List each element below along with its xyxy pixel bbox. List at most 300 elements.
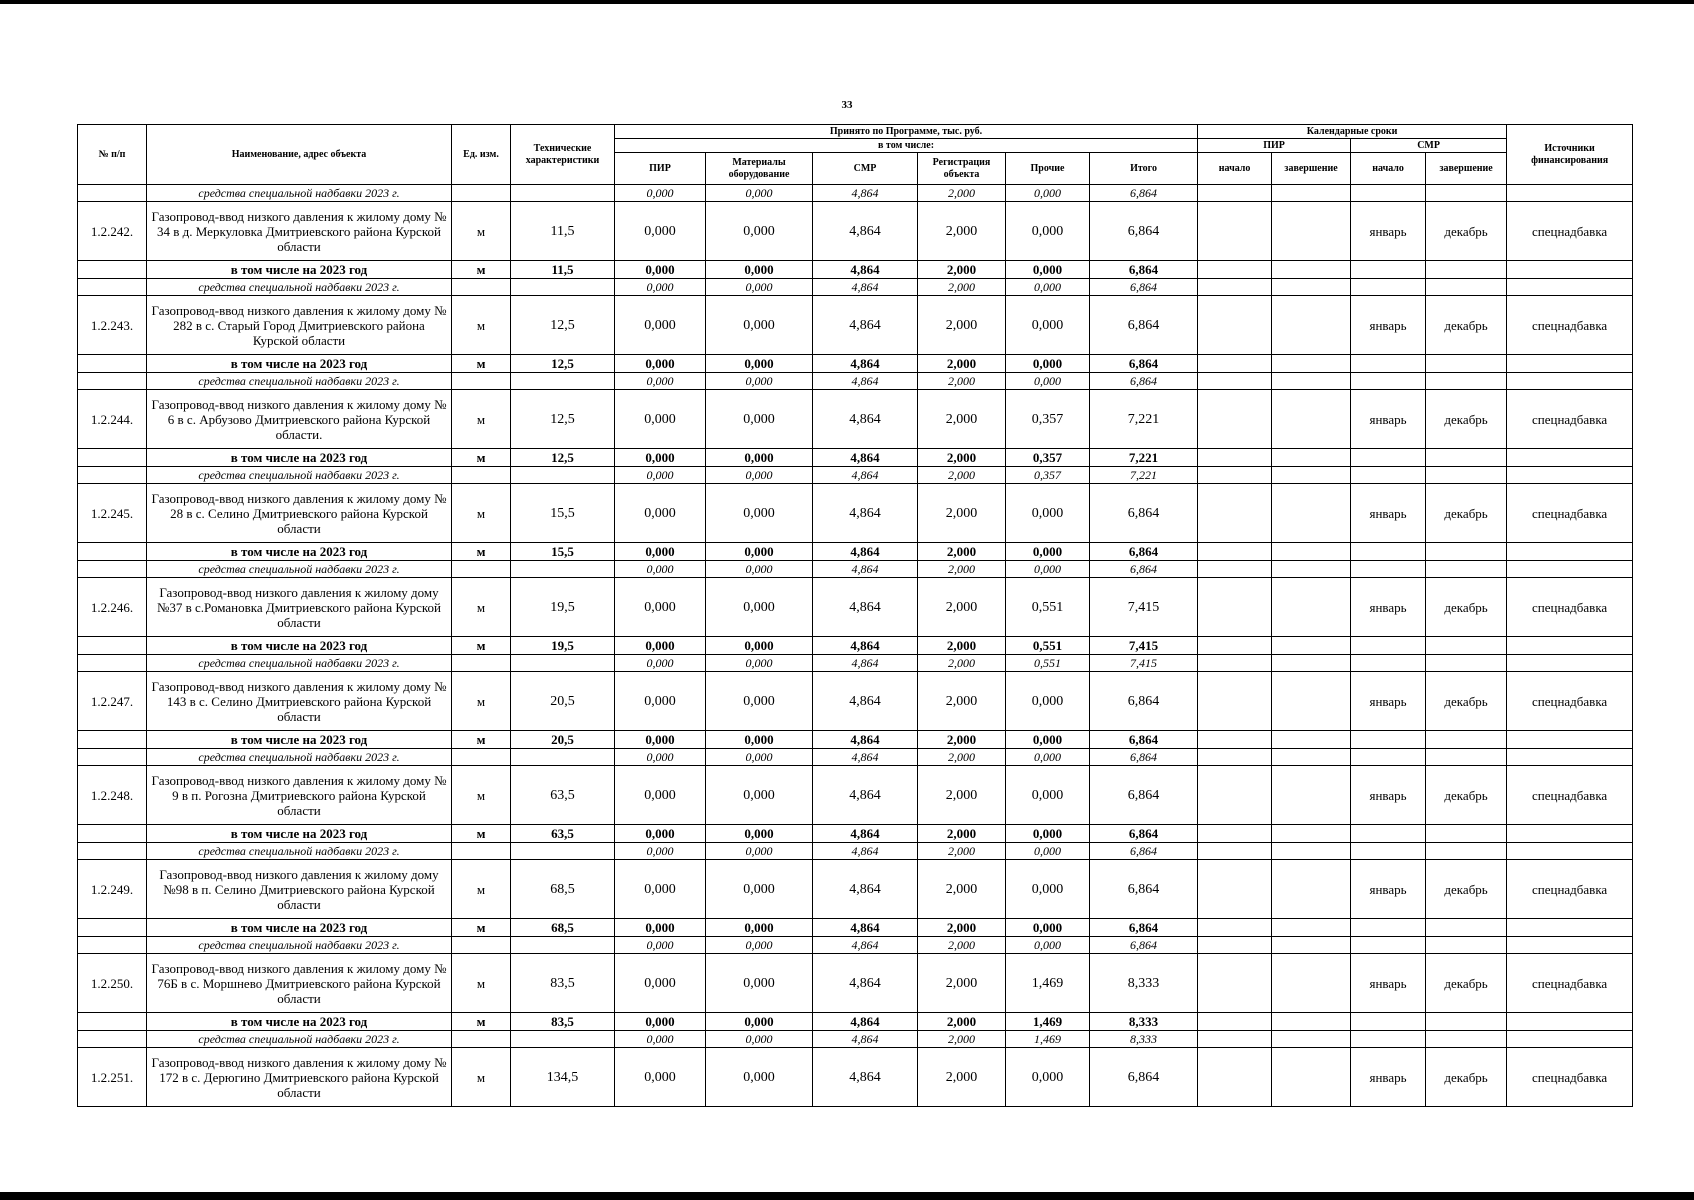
empty-cell: [1351, 355, 1426, 373]
scan-border-top: [0, 0, 1694, 4]
funding-source: спецнадбавка: [1507, 1048, 1633, 1107]
value-total: 7,415: [1090, 578, 1198, 637]
fund-row: [78, 185, 1633, 202]
fund-total: 7,415: [1090, 655, 1198, 672]
smr-start: январь: [1351, 672, 1426, 731]
fund-row: [78, 749, 1633, 766]
object-name: Газопровод-ввод низкого давления к жилому дому № 9 в п. Рогозна Дмитриевского района Курской области: [147, 766, 452, 825]
value-pir: 0,000: [615, 484, 706, 543]
subtotal-reg: 2,000: [918, 637, 1006, 655]
subtotal-pir: 0,000: [615, 449, 706, 467]
empty-cell: [511, 843, 615, 860]
tech-cell: 19,5: [511, 637, 615, 655]
empty-cell: [1507, 185, 1633, 202]
subtotal-mat: 0,000: [706, 261, 813, 279]
fund-label: средства специальной надбавки 2023 г.: [147, 843, 452, 860]
empty-cell: [1426, 373, 1507, 390]
empty-cell: [511, 655, 615, 672]
smr-start: январь: [1351, 484, 1426, 543]
unit-cell: м: [452, 954, 511, 1013]
empty-cell: [1507, 749, 1633, 766]
empty-cell: [1198, 202, 1272, 261]
fund-other: 0,000: [1006, 561, 1090, 578]
funding-source: спецнадбавка: [1507, 766, 1633, 825]
empty-cell: [78, 449, 147, 467]
header-cal-pir: ПИР: [1198, 139, 1351, 153]
subtotal-mat: 0,000: [706, 731, 813, 749]
empty-cell: [78, 843, 147, 860]
empty-cell: [1426, 467, 1507, 484]
subtotal-reg: 2,000: [918, 731, 1006, 749]
row-num: 1.2.250.: [78, 954, 147, 1013]
empty-cell: [452, 843, 511, 860]
subtotal-reg: 2,000: [918, 1013, 1006, 1031]
fund-total: 6,864: [1090, 561, 1198, 578]
fund-mat: 0,000: [706, 561, 813, 578]
fund-mat: 0,000: [706, 1031, 813, 1048]
empty-cell: [1426, 919, 1507, 937]
value-reg: 2,000: [918, 766, 1006, 825]
object-name: Газопровод-ввод низкого давления к жилому дому № 76Б в с. Моршнево Дмитриевского района Курской области: [147, 954, 452, 1013]
smr-start: январь: [1351, 390, 1426, 449]
empty-cell: [78, 1031, 147, 1048]
unit-cell: м: [452, 919, 511, 937]
empty-cell: [1426, 279, 1507, 296]
unit-cell: м: [452, 484, 511, 543]
smr-start: январь: [1351, 860, 1426, 919]
object-name: Газопровод-ввод низкого давления к жилому дому № 172 в с. Дерюгино Дмитриевского района Курской области: [147, 1048, 452, 1107]
fund-other: 1,469: [1006, 1031, 1090, 1048]
fund-mat: 0,000: [706, 843, 813, 860]
empty-cell: [1351, 561, 1426, 578]
empty-cell: [1198, 954, 1272, 1013]
subtotal-total: 6,864: [1090, 919, 1198, 937]
value-reg: 2,000: [918, 578, 1006, 637]
tech-cell: 68,5: [511, 860, 615, 919]
empty-cell: [452, 937, 511, 954]
empty-cell: [1507, 1031, 1633, 1048]
fund-reg: 2,000: [918, 937, 1006, 954]
empty-cell: [1272, 261, 1351, 279]
fund-mat: 0,000: [706, 467, 813, 484]
fund-smr: 4,864: [813, 843, 918, 860]
value-reg: 2,000: [918, 484, 1006, 543]
unit-cell: м: [452, 543, 511, 561]
empty-cell: [1272, 202, 1351, 261]
value-other: 0,551: [1006, 578, 1090, 637]
empty-cell: [78, 185, 147, 202]
empty-cell: [1272, 449, 1351, 467]
funding-source: спецнадбавка: [1507, 578, 1633, 637]
value-mat: 0,000: [706, 860, 813, 919]
year-subtotal-row: [78, 355, 1633, 373]
fund-reg: 2,000: [918, 749, 1006, 766]
empty-cell: [1272, 954, 1351, 1013]
subtotal-other: 0,000: [1006, 731, 1090, 749]
empty-cell: [452, 467, 511, 484]
empty-cell: [1351, 937, 1426, 954]
fund-reg: 2,000: [918, 843, 1006, 860]
fund-smr: 4,864: [813, 467, 918, 484]
fund-other: 0,357: [1006, 467, 1090, 484]
empty-cell: [511, 185, 615, 202]
empty-cell: [1272, 355, 1351, 373]
table-row: [78, 954, 1633, 1013]
empty-cell: [1272, 860, 1351, 919]
year-subtotal-row: [78, 825, 1633, 843]
unit-cell: м: [452, 672, 511, 731]
table-body: [78, 185, 1633, 1107]
empty-cell: [1198, 1013, 1272, 1031]
value-pir: 0,000: [615, 578, 706, 637]
fund-mat: 0,000: [706, 749, 813, 766]
fund-pir: 0,000: [615, 1031, 706, 1048]
subtotal-mat: 0,000: [706, 825, 813, 843]
empty-cell: [511, 561, 615, 578]
empty-cell: [1272, 937, 1351, 954]
value-other: 0,000: [1006, 860, 1090, 919]
value-smr: 4,864: [813, 578, 918, 637]
empty-cell: [1426, 637, 1507, 655]
fund-label: средства специальной надбавки 2023 г.: [147, 467, 452, 484]
fund-pir: 0,000: [615, 467, 706, 484]
subtotal-smr: 4,864: [813, 825, 918, 843]
empty-cell: [1272, 484, 1351, 543]
tech-cell: 134,5: [511, 1048, 615, 1107]
smr-end: декабрь: [1426, 1048, 1507, 1107]
tech-cell: 63,5: [511, 825, 615, 843]
empty-cell: [452, 655, 511, 672]
header-including: в том числе:: [615, 139, 1198, 153]
object-name: Газопровод-ввод низкого давления к жилому дому № 6 в с. Арбузово Дмитриевского района Курской области.: [147, 390, 452, 449]
fund-other: 0,000: [1006, 937, 1090, 954]
unit-cell: м: [452, 825, 511, 843]
funding-source: спецнадбавка: [1507, 296, 1633, 355]
subtotal-smr: 4,864: [813, 543, 918, 561]
value-pir: 0,000: [615, 296, 706, 355]
empty-cell: [1272, 296, 1351, 355]
subtotal-label: в том числе на 2023 год: [147, 919, 452, 937]
value-pir: 0,000: [615, 672, 706, 731]
fund-label: средства специальной надбавки 2023 г.: [147, 655, 452, 672]
empty-cell: [1507, 355, 1633, 373]
subtotal-label: в том числе на 2023 год: [147, 449, 452, 467]
fund-other: 0,000: [1006, 373, 1090, 390]
empty-cell: [1198, 449, 1272, 467]
object-name: Газопровод-ввод низкого давления к жилому дому №98 в п. Селино Дмитриевского района Курской области: [147, 860, 452, 919]
tech-cell: 12,5: [511, 296, 615, 355]
subtotal-pir: 0,000: [615, 543, 706, 561]
fund-other: 0,551: [1006, 655, 1090, 672]
empty-cell: [452, 279, 511, 296]
subtotal-smr: 4,864: [813, 731, 918, 749]
fund-total: 6,864: [1090, 749, 1198, 766]
table-row: [78, 390, 1633, 449]
fund-pir: 0,000: [615, 749, 706, 766]
empty-cell: [511, 749, 615, 766]
subtotal-mat: 0,000: [706, 543, 813, 561]
subtotal-label: в том числе на 2023 год: [147, 731, 452, 749]
tech-cell: 11,5: [511, 261, 615, 279]
subtotal-other: 0,000: [1006, 825, 1090, 843]
tech-cell: 12,5: [511, 355, 615, 373]
empty-cell: [1198, 637, 1272, 655]
subtotal-label: в том числе на 2023 год: [147, 825, 452, 843]
fund-smr: 4,864: [813, 185, 918, 202]
fund-total: 6,864: [1090, 373, 1198, 390]
empty-cell: [1507, 261, 1633, 279]
object-name: Газопровод-ввод низкого давления к жилому дому № 282 в с. Старый Город Дмитриевского района Курской области: [147, 296, 452, 355]
empty-cell: [1351, 655, 1426, 672]
empty-cell: [1507, 655, 1633, 672]
empty-cell: [78, 261, 147, 279]
row-num: 1.2.249.: [78, 860, 147, 919]
fund-row: [78, 373, 1633, 390]
row-num: 1.2.244.: [78, 390, 147, 449]
fund-label: средства специальной надбавки 2023 г.: [147, 279, 452, 296]
empty-cell: [1198, 1031, 1272, 1048]
program-table: [77, 124, 1633, 1107]
subtotal-mat: 0,000: [706, 449, 813, 467]
header-tech: Технические характеристики: [511, 125, 615, 185]
fund-mat: 0,000: [706, 373, 813, 390]
empty-cell: [1351, 825, 1426, 843]
empty-cell: [1198, 561, 1272, 578]
empty-cell: [511, 1031, 615, 1048]
fund-smr: 4,864: [813, 749, 918, 766]
header-other: Прочие: [1006, 153, 1090, 185]
subtotal-reg: 2,000: [918, 449, 1006, 467]
subtotal-pir: 0,000: [615, 731, 706, 749]
fund-other: 0,000: [1006, 749, 1090, 766]
empty-cell: [78, 543, 147, 561]
fund-row: [78, 279, 1633, 296]
year-subtotal-row: [78, 919, 1633, 937]
fund-mat: 0,000: [706, 655, 813, 672]
fund-registration: 2,000: [918, 185, 1006, 202]
row-num: 1.2.242.: [78, 202, 147, 261]
subtotal-reg: 2,000: [918, 543, 1006, 561]
smr-end: декабрь: [1426, 766, 1507, 825]
value-reg: 2,000: [918, 1048, 1006, 1107]
empty-cell: [1426, 561, 1507, 578]
year-subtotal-row: [78, 731, 1633, 749]
empty-cell: [78, 279, 147, 296]
subtotal-total: 6,864: [1090, 261, 1198, 279]
fund-pir: 0,000: [615, 655, 706, 672]
subtotal-other: 0,000: [1006, 919, 1090, 937]
subtotal-total: 7,415: [1090, 637, 1198, 655]
empty-cell: [452, 561, 511, 578]
value-other: 0,357: [1006, 390, 1090, 449]
fund-other: 0,000: [1006, 185, 1090, 202]
fund-pir: 0,000: [615, 185, 706, 202]
fund-pir: 0,000: [615, 843, 706, 860]
empty-cell: [1272, 185, 1351, 202]
tech-cell: 15,5: [511, 543, 615, 561]
fund-label: средства специальной надбавки 2023 г.: [147, 937, 452, 954]
header-calendar: Календарные сроки: [1198, 125, 1507, 139]
header-end-pir: завершение: [1272, 153, 1351, 185]
empty-cell: [1198, 279, 1272, 296]
value-other: 0,000: [1006, 1048, 1090, 1107]
value-total: 6,864: [1090, 484, 1198, 543]
tech-cell: 12,5: [511, 390, 615, 449]
empty-cell: [1426, 843, 1507, 860]
subtotal-mat: 0,000: [706, 637, 813, 655]
year-subtotal-row: [78, 261, 1633, 279]
empty-cell: [1272, 279, 1351, 296]
unit-cell: м: [452, 261, 511, 279]
subtotal-other: 1,469: [1006, 1013, 1090, 1031]
empty-cell: [1198, 655, 1272, 672]
fund-smr: 4,864: [813, 561, 918, 578]
value-total: 6,864: [1090, 1048, 1198, 1107]
empty-cell: [78, 919, 147, 937]
year-subtotal-row: [78, 637, 1633, 655]
object-name: Газопровод-ввод низкого давления к жилому дому № 28 в с. Селино Дмитриевского района Курской области: [147, 484, 452, 543]
fund-other: 0,000: [1006, 279, 1090, 296]
empty-cell: [1272, 731, 1351, 749]
empty-cell: [1272, 843, 1351, 860]
value-reg: 2,000: [918, 296, 1006, 355]
empty-cell: [1272, 390, 1351, 449]
value-smr: 4,864: [813, 296, 918, 355]
value-other: 0,000: [1006, 484, 1090, 543]
empty-cell: [1272, 825, 1351, 843]
year-subtotal-row: [78, 449, 1633, 467]
page-number: 33: [841, 99, 853, 111]
unit-cell: м: [452, 637, 511, 655]
table-row: [78, 296, 1633, 355]
empty-cell: [511, 467, 615, 484]
funding-source: спецнадбавка: [1507, 484, 1633, 543]
header-registration: Регистрация объекта: [918, 153, 1006, 185]
tech-cell: 20,5: [511, 672, 615, 731]
empty-cell: [452, 185, 511, 202]
empty-cell: [1507, 1013, 1633, 1031]
empty-cell: [1198, 543, 1272, 561]
fund-total: 8,333: [1090, 1031, 1198, 1048]
row-num: 1.2.245.: [78, 484, 147, 543]
fund-label: средства специальной надбавки 2023 г.: [147, 1031, 452, 1048]
empty-cell: [1426, 749, 1507, 766]
subtotal-label: в том числе на 2023 год: [147, 261, 452, 279]
empty-cell: [1426, 261, 1507, 279]
empty-cell: [1507, 449, 1633, 467]
empty-cell: [78, 561, 147, 578]
subtotal-reg: 2,000: [918, 825, 1006, 843]
value-reg: 2,000: [918, 202, 1006, 261]
funding-source: спецнадбавка: [1507, 390, 1633, 449]
header-start-smr: начало: [1351, 153, 1426, 185]
empty-cell: [1351, 467, 1426, 484]
tech-cell: 83,5: [511, 1013, 615, 1031]
fund-reg: 2,000: [918, 1031, 1006, 1048]
empty-cell: [452, 373, 511, 390]
subtotal-total: 8,333: [1090, 1013, 1198, 1031]
smr-start: январь: [1351, 578, 1426, 637]
empty-cell: [1351, 637, 1426, 655]
header-end-smr: завершение: [1426, 153, 1507, 185]
empty-cell: [1507, 843, 1633, 860]
value-total: 7,221: [1090, 390, 1198, 449]
scan-border-bottom: [0, 1192, 1694, 1200]
subtotal-mat: 0,000: [706, 1013, 813, 1031]
subtotal-smr: 4,864: [813, 1013, 918, 1031]
header-total: Итого: [1090, 153, 1198, 185]
object-name: Газопровод-ввод низкого давления к жилому дому №37 в с.Романовка Дмитриевского района Курской области: [147, 578, 452, 637]
empty-cell: [1198, 749, 1272, 766]
value-pir: 0,000: [615, 1048, 706, 1107]
tech-cell: 63,5: [511, 766, 615, 825]
empty-cell: [1351, 731, 1426, 749]
value-smr: 4,864: [813, 484, 918, 543]
empty-cell: [78, 637, 147, 655]
empty-cell: [1507, 919, 1633, 937]
empty-cell: [1198, 672, 1272, 731]
fund-pir: 0,000: [615, 561, 706, 578]
subtotal-label: в том числе на 2023 год: [147, 543, 452, 561]
fund-smr: 4,864: [813, 937, 918, 954]
smr-start: январь: [1351, 954, 1426, 1013]
empty-cell: [1351, 749, 1426, 766]
object-name: Газопровод-ввод низкого давления к жилому дому № 34 в д. Меркуловка Дмитриевского района Курской области: [147, 202, 452, 261]
empty-cell: [1198, 355, 1272, 373]
funding-source: спецнадбавка: [1507, 860, 1633, 919]
fund-reg: 2,000: [918, 467, 1006, 484]
empty-cell: [1198, 296, 1272, 355]
smr-end: декабрь: [1426, 390, 1507, 449]
value-mat: 0,000: [706, 296, 813, 355]
subtotal-smr: 4,864: [813, 355, 918, 373]
unit-cell: м: [452, 1048, 511, 1107]
fund-row: [78, 1031, 1633, 1048]
table-row: [78, 484, 1633, 543]
empty-cell: [1351, 1031, 1426, 1048]
value-smr: 4,864: [813, 1048, 918, 1107]
tech-cell: 12,5: [511, 449, 615, 467]
table-row: [78, 860, 1633, 919]
empty-cell: [1198, 766, 1272, 825]
empty-cell: [511, 279, 615, 296]
empty-cell: [1198, 860, 1272, 919]
value-mat: 0,000: [706, 672, 813, 731]
empty-cell: [1507, 467, 1633, 484]
fund-mat: 0,000: [706, 937, 813, 954]
header-unit: Ед. изм.: [452, 125, 511, 185]
empty-cell: [1507, 561, 1633, 578]
value-total: 6,864: [1090, 766, 1198, 825]
empty-cell: [452, 1031, 511, 1048]
subtotal-pir: 0,000: [615, 637, 706, 655]
value-smr: 4,864: [813, 672, 918, 731]
unit-cell: м: [452, 766, 511, 825]
fund-row: [78, 843, 1633, 860]
header-materials: Материалы оборудование: [706, 153, 813, 185]
row-num: 1.2.243.: [78, 296, 147, 355]
empty-cell: [1351, 919, 1426, 937]
value-smr: 4,864: [813, 202, 918, 261]
empty-cell: [1272, 578, 1351, 637]
empty-cell: [1507, 373, 1633, 390]
tech-cell: 19,5: [511, 578, 615, 637]
value-mat: 0,000: [706, 578, 813, 637]
empty-cell: [1426, 355, 1507, 373]
value-total: 6,864: [1090, 860, 1198, 919]
fund-smr: 4,864: [813, 279, 918, 296]
empty-cell: [1198, 843, 1272, 860]
